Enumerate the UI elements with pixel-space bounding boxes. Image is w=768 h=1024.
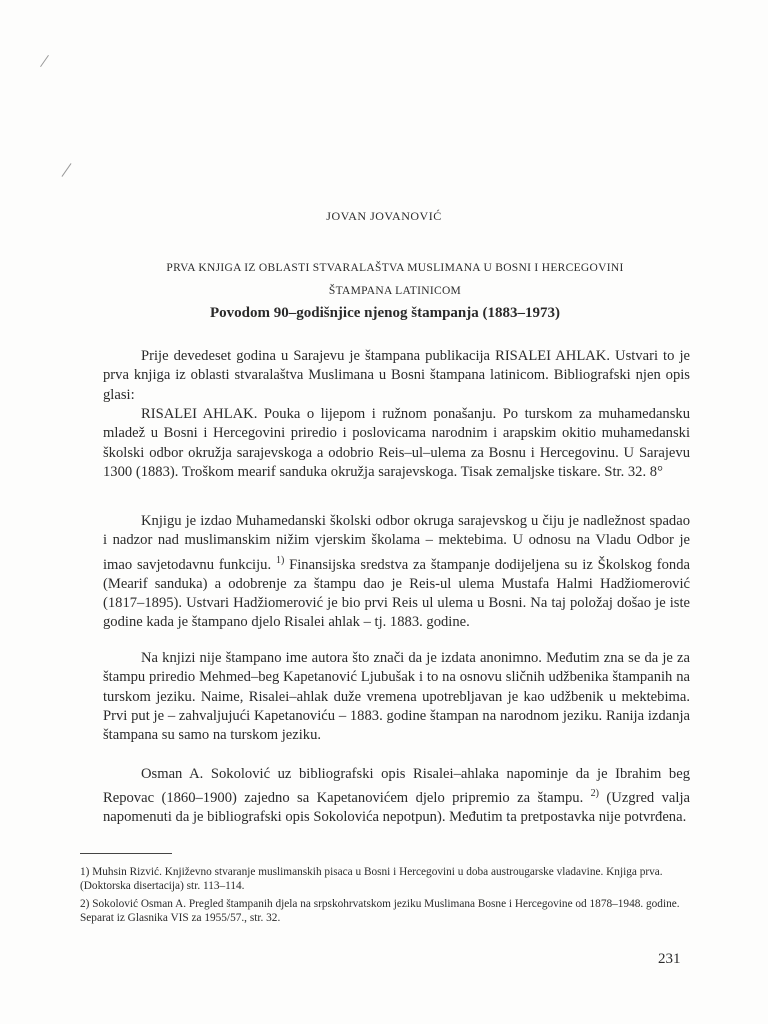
paragraph-1 <box>103 347 690 405</box>
scan-mark <box>62 163 72 177</box>
paragraph-3-text <box>103 512 690 633</box>
paragraph-5-text-a: Osman A. Sokolović uz bibliografski opis Risalei–ahlaka napominje da je Ibrahim beg Repovac (1860–1900) zajedno sa Kapetanovićem djelo pripremio za štampu. <box>103 766 690 807</box>
paragraph-2-text: RISALEI AHLAK. Pouka o lijepom i ružnom ponašanju. Po turskom za muhamedansku mladež u Bosni i Hercegovini priredio i poslovicama narodnim i arapskim okitio muhamedanski školski odbor okružja sarajevskoga a odobrio Reis–ul–ulema za Bosnu i Hercegovinu. U Sarajevu 1300 (1883). Troškom mearif sanduka okružja sarajevskoga. Tisak zemaljske tiskare. Str. 32. 8° <box>103 406 690 480</box>
paragraph-4-text: Na knjizi nije štampano ime autora što znači da je izdata anonimno. Međutim zna se da je za štampu priredio Mehmed–beg Kapetanović Ljubušak i to na osnovu sličnih udžbenika štampanih na turskom jeziku. Naime, Risalei–ahlak duže vremena upotrebljavan je kao udžbenik u mektebima. Prvi put je – zahvaljujući Kapetanoviću – 1883. godine štampan na narodnom jeziku. Ranija izdanja štampana su samo na turskom jeziku. <box>103 650 690 744</box>
scan-mark <box>40 55 49 67</box>
article-title-line-2: ŠTAMPANA LATINICOM <box>328 285 462 297</box>
footnote-divider <box>80 853 172 854</box>
footnote-1: 1) Muhsin Rizvić. Književno stvaranje muslimanskih pisaca u Bosni i Hercegovini u doba austrougarske vladavine. Knjiga prva. (Doktorska disertacija) str. 113–114. <box>80 866 663 892</box>
footnote-2: 2) Sokolović Osman A. Pregled štampanih djela na srpskohrvatskom jeziku Muslimana Bosne i Hercegovine od 1878–1948. godine. Separat iz Glasnika VIS za 1955/57., str. 32. <box>80 898 680 924</box>
article-title-line-1: PRVA KNJIGA IZ OBLASTI STVARALAŠTVA MUSLIMANA U BOSNI I HERCEGOVINI <box>166 262 624 274</box>
paragraph-3 <box>103 512 690 633</box>
paragraph-2 <box>103 405 690 482</box>
page-number: 231 <box>658 951 681 967</box>
footnote-ref-2: 2) <box>590 788 600 800</box>
author-name: JOVAN JOVANOVIĆ <box>326 209 442 223</box>
article-subtitle: Povodom 90–godišnjice njenog štampanja (1883–1973) <box>209 305 560 321</box>
footnote-ref-1: 1) <box>275 554 285 566</box>
footnotes <box>80 866 690 930</box>
paragraph-4 <box>103 649 690 745</box>
paragraph-3-text-b: Finansijska sredstva za štampanje dodijeljena su iz Školskog fonda (Mearif sanduka) a odobrenje za štampu dao je Reis-ul ulema Mustafa Halmi Hadžiomerović (1817–1895). Ustvari Hadžiomerović je bio prvi Reis ul ulema u Bosni. Na taj položaj došao je iste godine kada je štampano djelo Risalei ahlak – tj. 1883. godine. <box>103 556 690 631</box>
paragraph-3-text-a: Knjigu je izdao Muhamedanski školski odbor okruga sarajevskog u čiju je nadležnost spadao i nadzor nad muslimanskim nižim vjerskim školama – mektebima. U odnosu na Vladu Odbor je imao savjetodavnu funkciju. <box>103 513 690 573</box>
paragraph-5-text-b: (Uzgred valja napomenuti da je bibliografski opis Sokolovića nepotpun). Međutim ta pretpostavka nije potvrđena. <box>103 790 690 826</box>
paragraph-5 <box>103 765 690 828</box>
paragraph-1-text: Prije devedeset godina u Sarajevu je štampana publikacija RISALEI AHLAK. Ustvari to je prva knjiga iz oblasti stvaralaštva Muslimana u Bosni štampana latinicom. Bibliografski njen opis glasi: <box>103 348 690 403</box>
paragraph-5-text <box>103 765 690 828</box>
